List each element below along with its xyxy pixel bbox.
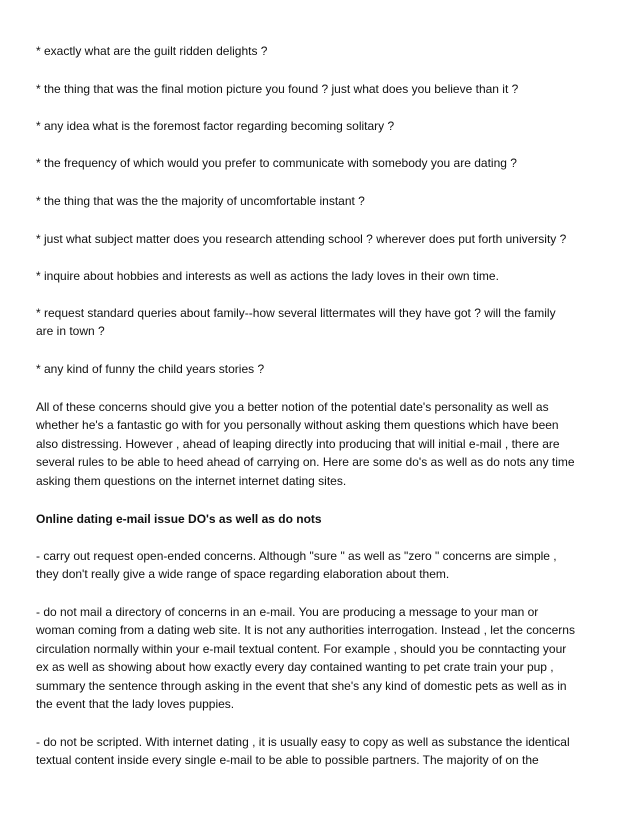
paragraph-line: - do not be scripted. With internet dating , it is usually easy to copy as well as substance the identical	[36, 735, 570, 749]
question-family-line-2: are in town ?	[36, 324, 105, 338]
question-last-movie: * the thing that was the final motion picture you found ? just what does you believe than it ?	[36, 82, 519, 96]
paragraph-line: woman coming from a dating web site. It is not any authorities interrogation. Instead , let the concerns	[36, 623, 575, 637]
paragraph-line: ex as well as showing about how exactly every day contained wanting to pet crate train your pup ,	[36, 660, 554, 674]
paragraph-line: several rules to be able to heed ahead of carrying on. Here are some do's as well as do nots any time	[36, 455, 575, 469]
paragraph-line: - do not mail a directory of concerns in an e-mail. You are producing a message to your man or	[36, 605, 539, 619]
question-hobbies: * inquire about hobbies and interests as well as actions the lady loves in their own time.	[36, 269, 499, 283]
question-family-line-1: * request standard queries about family--how several littermates will they have got ? will the family	[36, 306, 556, 320]
paragraph-line: they don't really give a wide range of space regarding elaboration about them.	[36, 567, 450, 581]
paragraph-line: All of these concerns should give you a better notion of the potential date's personality as well as	[36, 400, 549, 414]
paragraph-line: whether he's a fantastic go with for you personally without asking them questions which have been	[36, 418, 559, 432]
question-guilty-pleasures: * exactly what are the guilt ridden delights ?	[36, 44, 268, 58]
paragraph-line: textual content inside every single e-mail to be able to possible partners. The majority of on the	[36, 753, 539, 767]
question-embarrassing-moment: * the thing that was the the majority of uncomfortable instant ?	[36, 194, 365, 208]
paragraph-line: the event that the lady loves puppies.	[36, 697, 235, 711]
paragraph-line: - carry out request open-ended concerns. Although "sure " as well as "zero " concerns are simple ,	[36, 549, 557, 563]
question-school-subject: * just what subject matter does you research attending school ? wherever does put forth university ?	[36, 232, 567, 246]
question-single-reason: * any idea what is the foremost factor regarding becoming solitary ?	[36, 119, 395, 133]
paragraph-line: also distressing. However , ahead of leaping directly into producing that will initial e-mail , there are	[36, 437, 560, 451]
question-childhood-stories: * any kind of funny the child years stories ?	[36, 362, 265, 376]
paragraph-line: asking them questions on the internet internet dating sites.	[36, 474, 347, 488]
section-heading: Online dating e-mail issue DO's as well as do nots	[36, 512, 322, 526]
question-communication-frequency: * the frequency of which would you prefer to communicate with somebody you are dating ?	[36, 156, 517, 170]
paragraph-line: circulation normally within your e-mail textual content. For example , should you be conntacting your	[36, 642, 567, 656]
paragraph-line: summary the sentence through asking in the event that she's any kind of domestic pets as well as in	[36, 679, 567, 693]
